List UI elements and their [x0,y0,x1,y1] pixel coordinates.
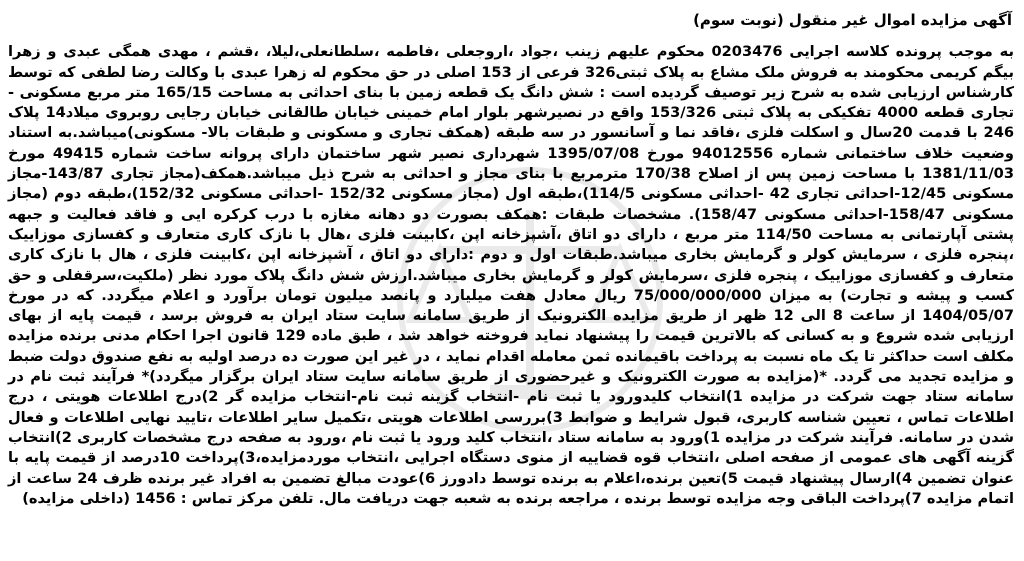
notice-title: آگهی مزایده اموال غیر منقول (نوبت سوم) [693,11,1012,29]
notice-body: به موجب پرونده کلاسه اجرایی 0203476 محکوم علیهم زینب ،جواد ،اروجعلی ،فاطمه ،سلطانعلی،لیلا، ،قشم ، مهدی همگی عبدی و زهرا بیگم کریمی محکومند به فروش ملک مشاع به پلاک ثبتی326 فرعی از 153 اصلی در حق محکوم له زهرا عبدی با وکالت رضا لطفی که توسط کارشناس ارزیابی شده به شرح زیر توصیف گردیده است : شش دانگ یک قطعه زمین با بنای احداثی به مساحت 165/15 متر مربع مسکونی - تجاری قطعه 4000 تفکیکی به پلاک ثبتی 153/326 واقع در نصیرشهر بلوار امام خمینی خیابان طالقانی خیابان رجایی روبروی میلاد14 پلاک 246 با قدمت 20سال و اسکلت فلزی ،فاقد نما و آسانسور در سه طبقه (همکف تجاری و مسکونی و طبقات بالا- مسکونی)میباشد.به استناد وضعیت خلاف ساختمانی شماره 94012556 مورخ 1395/07/08 شهرداری نصیر شهر ساختمان دارای پروانه ساخت شماره 49415 مورخ 1381/11/03 با مساحت زمین پس از اصلاح 170/38 مترمربع با بنای مجاز و احداثی به شرح ذیل میباشد.همکف(مجاز تجاری 143/87-مجاز مسکونی 12/45-احداثی تجاری 42 -احداثی مسکونی 114/5)،طبقه اول (مجاز مسکونی 152/32 -احداثی مسکونی 152/32)،طبقه دوم (مجاز مسکونی 158/47-احداثی مسکونی 158/47). مشخصات طبقات :همکف بصورت دو دهانه مغازه با درب کرکره ایی و فاقد فعالیت و جبهه پشتی آپارتمانی به مساحت 114/50 متر مربع ، دارای دو اتاق ،آشپزخانه اپن ،کابینت فلزی ،هال با نازک کاری متعارف و کفسازی موزاییک ،پنجره فلزی ، سرمایش کولر و گرمایش بخاری میباشد.طبقات اول و دوم :دارای دو اتاق ، آشپزخانه اپن ،کابینت فلزی ، هال با نازک کاری متعارف و کفسازی موزاییک ، پنجره فلزی ،سرمایش کولر و گرمایش بخاری میباشد.ارزش شش دانگ پلاک مورد نظر (ملکیت،سرقفلی و حق کسب و پیشه و تجارت) به میزان 75/000/000/000 ریال معادل هفت میلیارد و پانصد میلیون تومان برآورد و اعلام میگردد. که در مورخ 1404/05/07 از ساعت 8 الی 12 ظهر از طریق مزایده الکترونیک از طریق سامانه سایت ستاد ایران به فروش برسد ، قیمت پایه از بهای ارزیابی شده شروع و به کسانی که بالاترین قیمت را پیشنهاد نماید فروخته خواهد شد ، طبق ماده 129 قانون اجرا احکام مدنی برنده مزایده مکلف است حداکثر تا یک ماه نسبت به پرداخت باقیمانده ثمن معامله اقدام نماید ، در غیر این صورت ده درصد اولیه به نفع صندوق دولت ضبط و مزایده تجدید می گردد. *(مزایده به صورت الکترونیک و غیرحضوری از طریق سامانه سایت ستاد ایران برگزار میگردد)* فرآیند ثبت نام در سامانه ستاد جهت شرکت در مزایده 1)انتخاب کلیدورود یا ثبت نام -انتخاب گزینه ثبت نام-انتخاب مزایده گر 2)درج اطلاعات هویتی ، درج اطلاعات تماس ، تعیین شناسه کاربری، قبول شرایط و ضوابط 3)بررسی اطلاعات هویتی ،تکمیل سایر اطلاعات ،تایید نهایی اطلاعات و فعال شدن در سامانه. فرآیند شرکت در مزایده 1)ورود به سامانه ستاد ،انتخاب کلید ورود یا ثبت نام ،ورود به صفحه درج مشخصات کاربری 2)انتخاب گزینه آگهی های عمومی از صفحه اصلی ،انتخاب قوه قضاییه از منوی دستگاه اجرایی ،انتخاب موردمزایده،3)پرداخت 10درصد از قیمت پایه با عنوان تضمین 4)ارسال پیشنهاد قیمت 5)تعین برنده،اعلام به برنده توسط دادورز 6)عودت مبالغ تضمین به افراد غیر برنده ظرف 24 ساعت از اتمام مزایده 7)پرداخت الباقی وجه مزایده توسط برنده ، مراجعه برنده به شعبه جهت دریافت مال. تلفن مرکز تماس : 1456 (داخلی مزایده) [8,43,1015,507]
auction-notice [6,4,1016,557]
